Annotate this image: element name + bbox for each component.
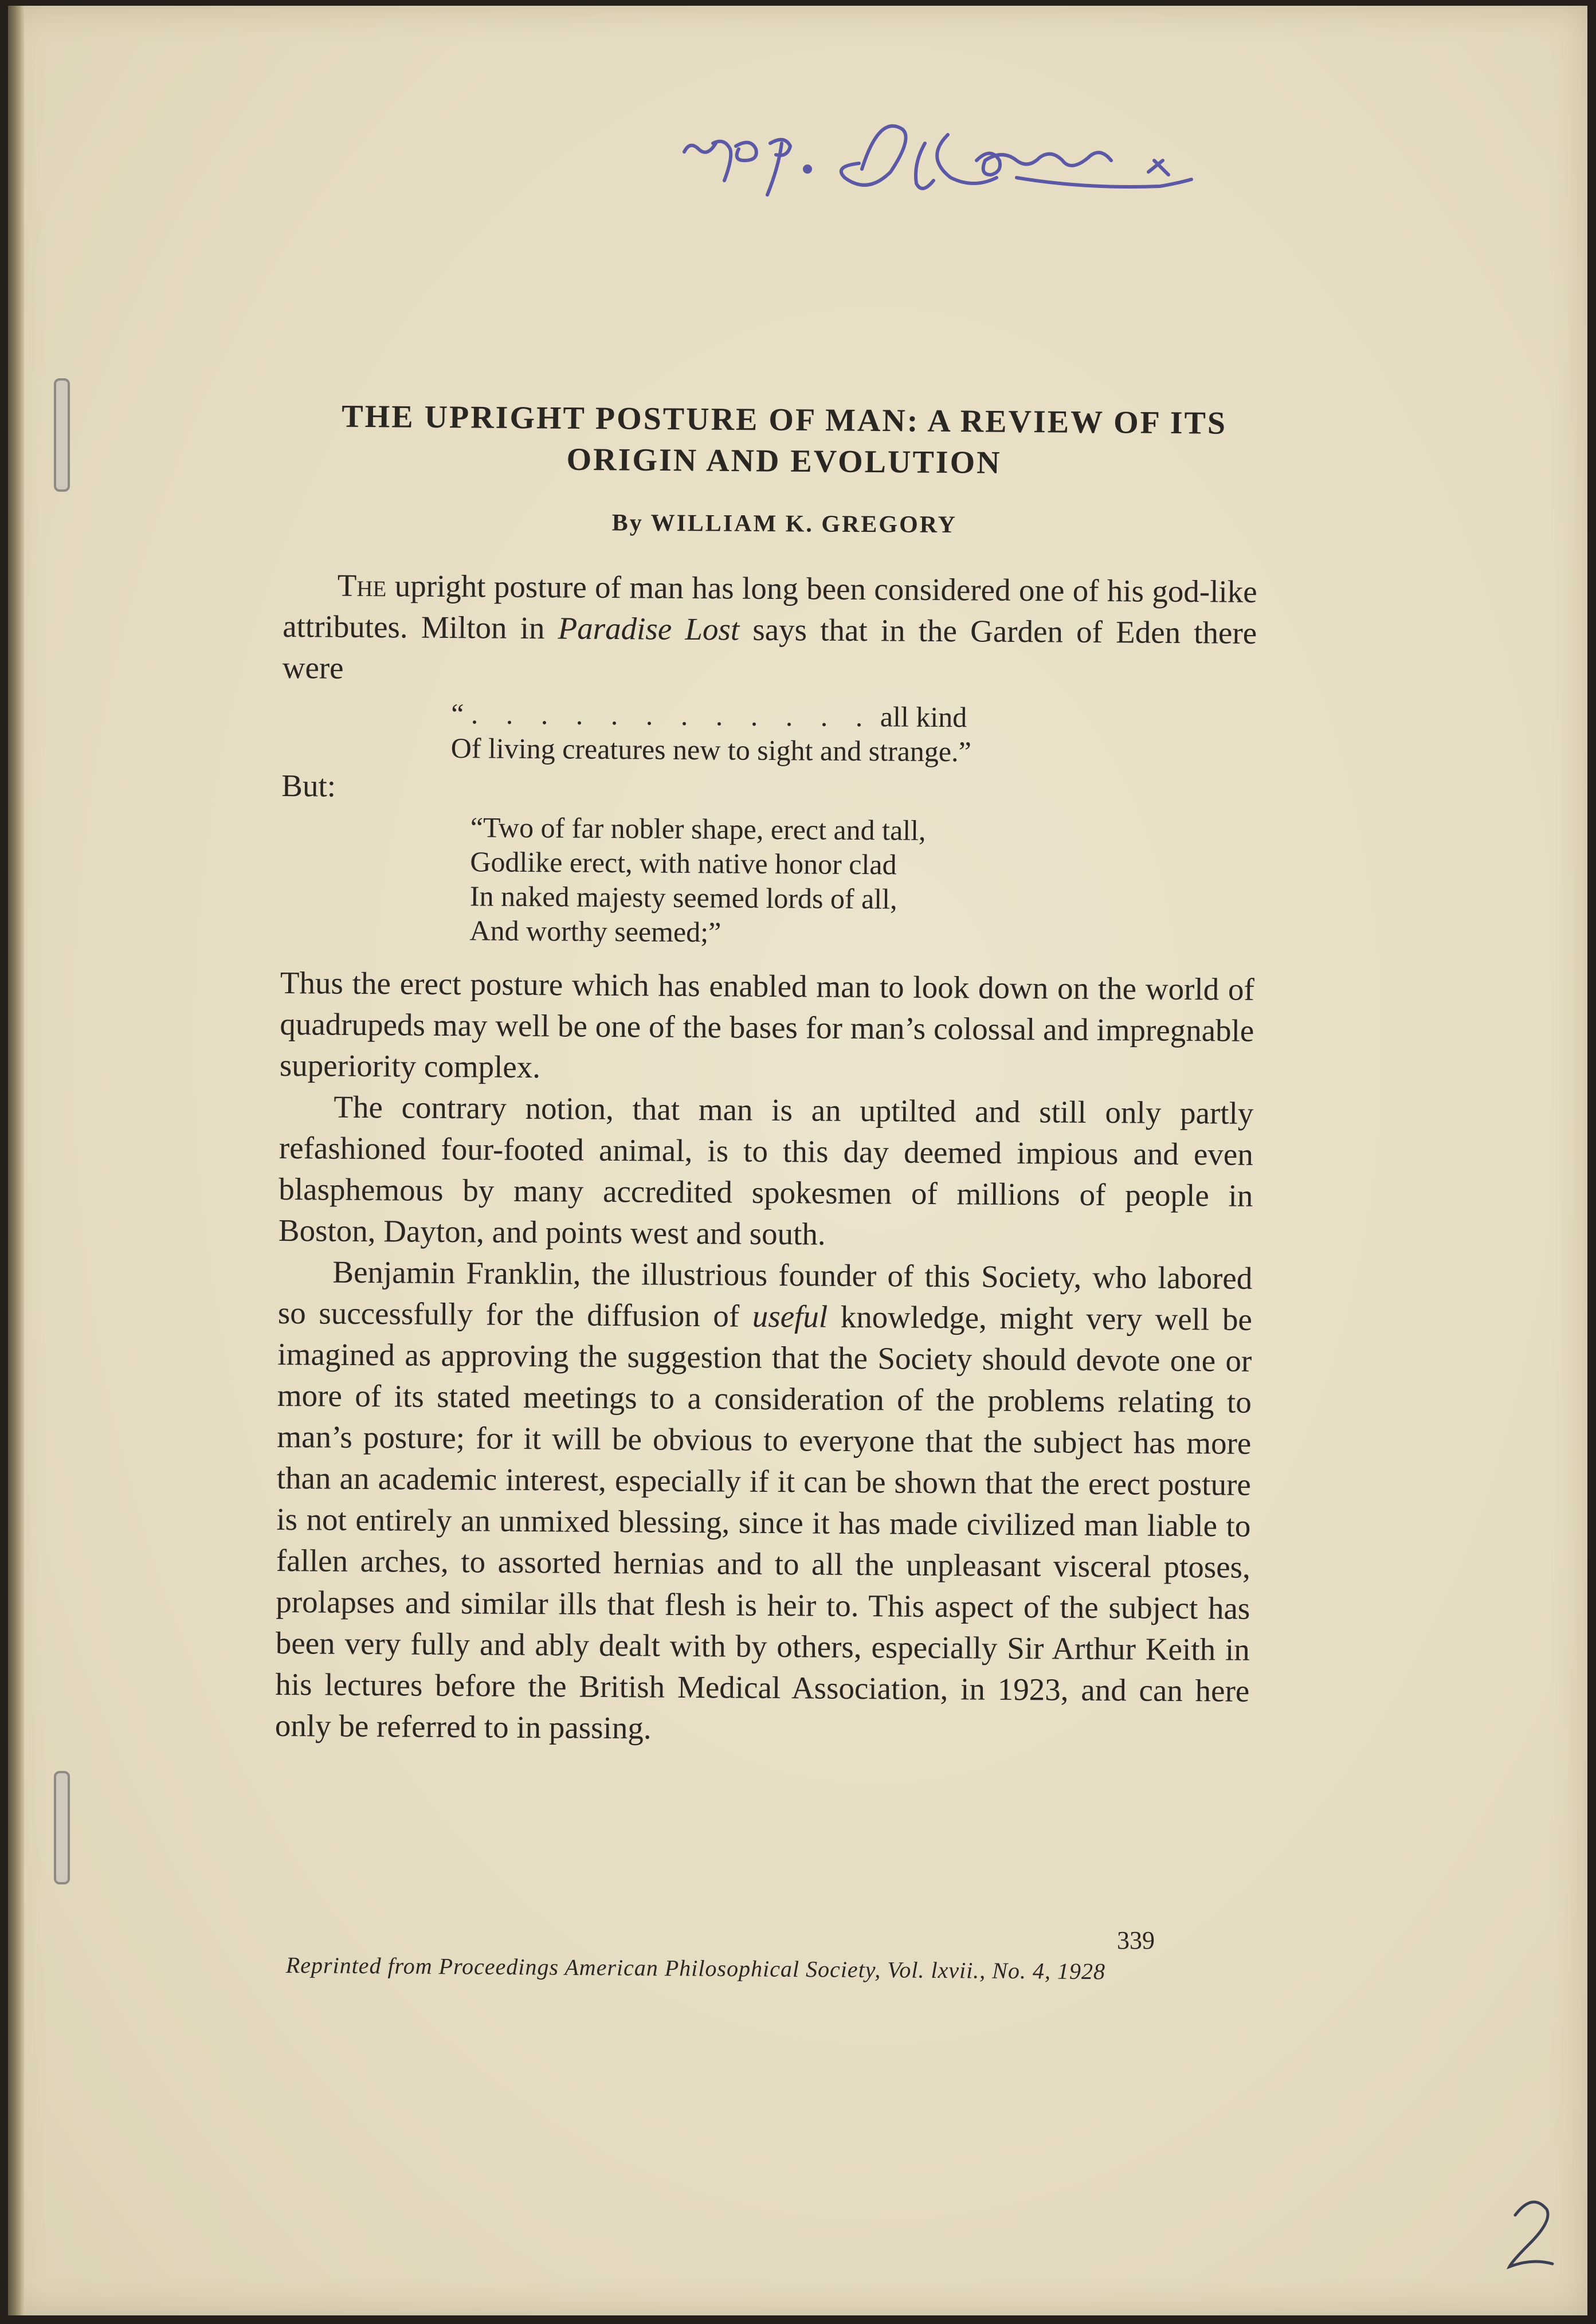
reprint-footer: Reprinted from Proceedings American Philosophical Society, Vol. lxvii., No. 4, 1928 [285,1952,1106,1985]
intro-text: says that in the Garden of Eden there were [282,612,1257,685]
paragraph-text: knowledge, might very well be imagined as approving the suggestion that the Society should devote one or more of its stated meetings to a consideration of the problems relating to man’s posture; for it will be obvious to everyone that the subject has more than an academic interest, especially if it can be shown that the erect posture is not entirely an unmixed blessing, since it has made civilized man liable to fallen arches, to assorted hernias and to all the unpleasant visceral ptoses, prolapses and similar ills that flesh is heir to. This aspect of the subject has been very fully and ably dealt with by others, especially Sir Arthur Keith in his lectures before the British Medical Association, in 1923, and can here only be referred to in passing. [275,1299,1253,1746]
handwritten-folio-mark [1498,2195,1561,2270]
emphasis: useful [752,1298,828,1334]
intro-text: upright posture of man has long been considered one of his god-like attributes. Milton in [283,568,1257,646]
verse-line: Godlike erect, with native honor clad [470,845,897,881]
quotation-milton-2 [469,810,1256,953]
byline: By WILLIAM K. GREGORY [611,510,958,539]
handwritten-inscription [679,120,1223,224]
page-number: 339 [1117,1926,1155,1954]
paragraph: Thus the erect posture which has enabled man to look down on the world of quadrupeds may well be one of the bases for man’s colossal and impregnable superiority complex. [279,965,1255,1085]
article-title [294,395,1275,485]
paragraph-text: Benjamin Franklin, the illustrious founder of this Society, who labored so successfully for the diffusion of [277,1254,1253,1334]
intro-paragraph [282,565,1257,695]
ellipsis: . . . . . . . . . . . . [470,697,873,733]
paragraph: The contrary notion, that man is an uptilted and still only partly refashioned four-footed animal, is to this day deemed impious and even blasphemous by many accredited spokesmen of millions of people in Boston, Dayton, and points west and south. [278,1089,1254,1252]
title-line: THE UPRIGHT POSTURE OF MAN: A REVIEW OF ITS [342,398,1228,441]
staple [54,378,70,492]
verse-line: “Two of far nobler shape, erect and tall, [470,811,926,846]
paragraph [275,1251,1253,1753]
but-label: But: [281,767,336,804]
document-page [8,6,1587,2315]
staple [54,1771,70,1884]
quotation-milton-1 [451,696,1257,771]
title-line: ORIGIN AND EVOLUTION [566,441,1002,481]
verse-line [451,696,1256,736]
verse-line: Of living creatures new to sight and strange.” [450,732,972,768]
open-quote: “ [450,697,464,730]
book-title: Paradise Lost [558,610,740,647]
spine-binding [8,6,24,2315]
lead-word: The [337,567,387,603]
article-body [275,565,1257,1753]
verse-line: In naked majesty seemed lords of all, [469,880,897,915]
verse-text: all kind [873,700,967,734]
verse-line: And worthy seemed;” [469,914,721,949]
